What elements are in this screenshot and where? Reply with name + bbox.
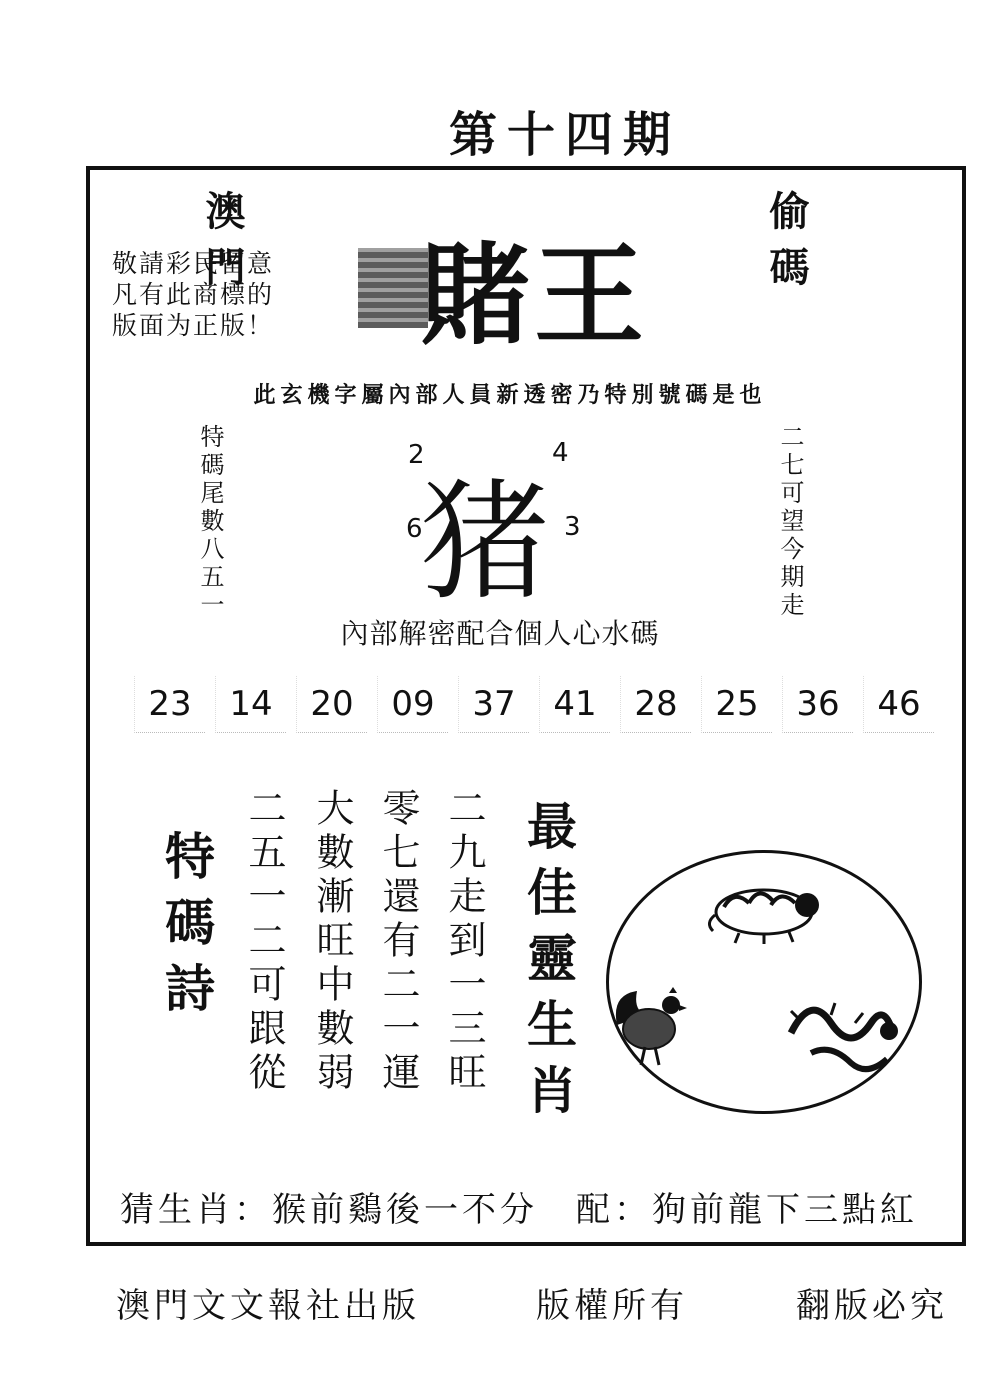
number-cell: 14 [215, 676, 286, 733]
poem-heading: 特碼詩 [157, 830, 216, 1028]
poem-line: 二五一二可跟從 [242, 788, 286, 1096]
main-title: 賭王 [420, 232, 648, 360]
tiger-icon [709, 890, 819, 944]
side-title-left: 澳門 [199, 190, 246, 302]
center-digit: 4 [552, 438, 569, 468]
zodiac-heading: 最佳靈生肖 [519, 800, 578, 1130]
center-digit: 2 [408, 440, 425, 470]
rights-text: 版權所有 [536, 1286, 688, 1326]
rooster-icon [616, 987, 687, 1065]
guess-line: 猜生肖：猴前鷄後一不分 配：狗前龍下三點紅 [120, 1190, 918, 1230]
number-cell: 46 [863, 676, 934, 733]
issue-title: 第十四期 [448, 107, 681, 163]
notice-line: 版面为正版！ [112, 311, 275, 340]
number-cell: 37 [458, 676, 529, 733]
center-digit: 6 [406, 514, 423, 544]
number-cell: 09 [377, 676, 448, 733]
number-cell: 20 [296, 676, 367, 733]
number-cell: 23 [134, 676, 205, 733]
number-cell: 41 [539, 676, 610, 733]
number-cell: 36 [782, 676, 853, 733]
poem-line: 零七還有二一運 [376, 788, 420, 1096]
notice-line: 凡有此商標的 [112, 280, 275, 309]
number-row [134, 676, 934, 734]
number-cell: 25 [701, 676, 772, 733]
poem-line: 二九走到一三旺 [442, 788, 486, 1096]
subheading: 內部解密配合個人心水碼 [340, 617, 660, 650]
left-note: 特碼尾數八五一 [196, 424, 224, 620]
title-decoration [358, 248, 428, 328]
number-cell: 28 [620, 676, 691, 733]
banner-text: 此玄機字屬內部人員新透密乃特別號碼是也 [253, 382, 767, 408]
notice-line: 敬請彩民留意 [112, 249, 275, 278]
dragon-icon [791, 1003, 898, 1069]
side-title-right: 偷碼 [763, 190, 810, 302]
right-note: 二七可望今期走 [776, 424, 804, 620]
notice-box [112, 248, 338, 341]
warning-text: 翻版必究 [796, 1286, 948, 1326]
zodiac-circle [606, 850, 922, 1114]
publisher-text: 澳門文文報社出版 [116, 1286, 420, 1326]
center-character: 猪 [420, 466, 551, 618]
center-digit: 3 [564, 512, 581, 542]
poem-line: 大數漸旺中數弱 [310, 788, 354, 1096]
